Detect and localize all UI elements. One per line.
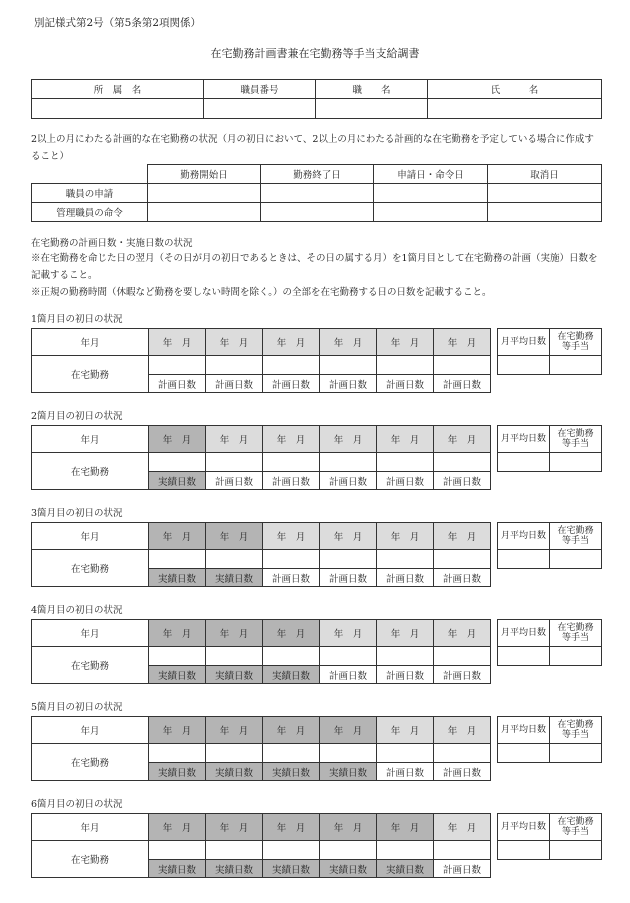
days-input-cell[interactable] <box>434 550 491 569</box>
days-input-cell[interactable] <box>149 453 206 472</box>
month-section-title: 1箇月目の初日の状況 <box>31 314 123 325</box>
actual-days-label: 実績日数 <box>377 860 434 878</box>
days-input-cell[interactable] <box>320 550 377 569</box>
month-cell[interactable]: 年 月 <box>320 620 377 647</box>
month-cell[interactable]: 年 月 <box>206 717 263 744</box>
month-cell[interactable]: 年 月 <box>377 814 434 841</box>
days-input-cell[interactable] <box>263 744 320 763</box>
plan-days-label: 計画日数 <box>320 472 377 490</box>
plan-days-label: 計画日数 <box>263 569 320 587</box>
days-input-cell[interactable] <box>149 647 206 666</box>
form-title: 在宅勤務計画書兼在宅勤務等手当支給調書 <box>210 47 420 60</box>
avg-days-field[interactable] <box>498 744 550 763</box>
telework-label: 在宅勤務 <box>32 647 149 684</box>
month-cell[interactable]: 年 月 <box>320 814 377 841</box>
monthly-average-table <box>497 813 602 860</box>
cell[interactable] <box>261 184 374 203</box>
year-month-label: 年月 <box>32 814 149 841</box>
avg-days-field[interactable] <box>498 841 550 860</box>
month-section-title: 3箇月目の初日の状況 <box>31 508 123 519</box>
plan-days-label: 計画日数 <box>434 472 491 490</box>
telework-label: 在宅勤務 <box>32 841 149 878</box>
plan-intro: 2以上の月にわたる計画的な在宅勤務の状況（月の初日において、2以上の月にわたる計画的な在宅勤務を予定している場合に作成すること） <box>31 134 594 162</box>
month-cell[interactable]: 年 月 <box>149 523 206 550</box>
plan-days-label: 計画日数 <box>377 472 434 490</box>
plan-days-label: 計画日数 <box>320 375 377 393</box>
allowance-field[interactable] <box>550 841 602 860</box>
days-input-cell[interactable] <box>206 841 263 860</box>
year-month-label: 年月 <box>32 620 149 647</box>
plan-days-label: 計画日数 <box>263 375 320 393</box>
month-cell[interactable]: 年 月 <box>206 329 263 356</box>
actual-days-label: 実績日数 <box>263 763 320 781</box>
month-cell[interactable]: 年 月 <box>434 523 491 550</box>
telework-label: 在宅勤務 <box>32 356 149 393</box>
plan-days-label: 計画日数 <box>377 666 434 684</box>
plan-days-label: 計画日数 <box>434 375 491 393</box>
plan-days-label: 計画日数 <box>377 375 434 393</box>
days-input-cell[interactable] <box>434 647 491 666</box>
plan-table <box>31 164 602 222</box>
month-cell[interactable]: 年 月 <box>377 426 434 453</box>
month-cell[interactable]: 年 月 <box>434 717 491 744</box>
avg-days-field[interactable] <box>498 356 550 375</box>
month-cell[interactable]: 年 月 <box>149 717 206 744</box>
allowance-label: 在宅勤務 等手当 <box>550 717 602 744</box>
monthly-average-table <box>497 425 602 472</box>
actual-days-label: 実績日数 <box>149 763 206 781</box>
days-input-cell[interactable] <box>206 744 263 763</box>
year-month-label: 年月 <box>32 329 149 356</box>
days-input-cell[interactable] <box>263 841 320 860</box>
header-name: 氏 名 <box>428 80 602 99</box>
year-month-label: 年月 <box>32 523 149 550</box>
employee-number-field[interactable] <box>204 99 316 119</box>
month-cell[interactable]: 年 月 <box>434 329 491 356</box>
month-cell[interactable]: 年 月 <box>206 620 263 647</box>
month-cell[interactable]: 年 月 <box>263 426 320 453</box>
month-cell[interactable]: 年 月 <box>149 814 206 841</box>
cell[interactable] <box>488 184 602 203</box>
plan-days-label: 計画日数 <box>206 375 263 393</box>
days-input-cell[interactable] <box>149 744 206 763</box>
days-input-cell[interactable] <box>377 453 434 472</box>
days-input-cell[interactable] <box>320 453 377 472</box>
telework-label: 在宅勤務 <box>32 453 149 490</box>
days-input-cell[interactable] <box>206 647 263 666</box>
personnel-table <box>31 79 602 119</box>
header-department: 所 属 名 <box>32 80 204 99</box>
plan-days-label: 計画日数 <box>320 666 377 684</box>
month-cell[interactable]: 年 月 <box>434 620 491 647</box>
cell[interactable] <box>488 203 602 222</box>
month-section-title: 6箇月目の初日の状況 <box>31 799 123 810</box>
avg-days-label: 月平均日数 <box>498 523 550 550</box>
days-note-2: ※正規の勤務時間（休暇など勤務を要しない時間を除く。）の全部を在宅勤務する日の日数を記載すること。 <box>31 287 492 298</box>
allowance-label: 在宅勤務 等手当 <box>550 620 602 647</box>
plan-days-label: 計画日数 <box>434 666 491 684</box>
days-input-cell[interactable] <box>320 744 377 763</box>
plan-days-label: 計画日数 <box>434 763 491 781</box>
plan-header-end: 勤務終了日 <box>261 165 374 184</box>
days-input-cell[interactable] <box>149 550 206 569</box>
department-field[interactable] <box>32 99 204 119</box>
month-cell[interactable]: 年 月 <box>377 329 434 356</box>
month-cell[interactable]: 年 月 <box>263 814 320 841</box>
plan-header-blank <box>32 165 148 184</box>
month-cell[interactable]: 年 月 <box>320 717 377 744</box>
days-input-cell[interactable] <box>263 647 320 666</box>
avg-days-label: 月平均日数 <box>498 426 550 453</box>
actual-days-label: 実績日数 <box>149 472 206 490</box>
month-grid <box>31 619 491 684</box>
avg-days-field[interactable] <box>498 453 550 472</box>
days-input-cell[interactable] <box>377 744 434 763</box>
row-label-manager-order: 管理職員の命令 <box>32 203 148 222</box>
month-cell[interactable]: 年 月 <box>206 814 263 841</box>
monthly-average-table <box>497 619 602 666</box>
monthly-average-table <box>497 328 602 375</box>
actual-days-label: 実績日数 <box>149 666 206 684</box>
month-grid <box>31 425 491 490</box>
plan-days-label: 計画日数 <box>149 375 206 393</box>
avg-days-field[interactable] <box>498 550 550 569</box>
avg-days-label: 月平均日数 <box>498 717 550 744</box>
month-cell[interactable]: 年 月 <box>149 426 206 453</box>
month-cell[interactable]: 年 月 <box>320 329 377 356</box>
row-label-employee-request: 職員の申請 <box>32 184 148 203</box>
days-heading: 在宅勤務の計画日数・実施日数の状況 <box>31 238 193 249</box>
cell[interactable] <box>374 203 488 222</box>
monthly-average-table <box>497 716 602 763</box>
days-input-cell[interactable] <box>377 356 434 375</box>
plan-days-label: 計画日数 <box>320 569 377 587</box>
month-section-title: 5箇月目の初日の状況 <box>31 702 123 713</box>
month-cell[interactable]: 年 月 <box>377 717 434 744</box>
plan-days-label: 計画日数 <box>377 763 434 781</box>
month-cell[interactable]: 年 月 <box>320 523 377 550</box>
plan-days-label: 計画日数 <box>434 569 491 587</box>
month-cell[interactable]: 年 月 <box>263 620 320 647</box>
days-input-cell[interactable] <box>377 841 434 860</box>
month-cell[interactable]: 年 月 <box>263 329 320 356</box>
days-input-cell[interactable] <box>320 356 377 375</box>
actual-days-label: 実績日数 <box>263 860 320 878</box>
allowance-field[interactable] <box>550 647 602 666</box>
header-employee-number: 職員番号 <box>204 80 316 99</box>
actual-days-label: 実績日数 <box>320 763 377 781</box>
month-section-title: 4箇月目の初日の状況 <box>31 605 123 616</box>
days-input-cell[interactable] <box>206 356 263 375</box>
plan-header-start: 勤務開始日 <box>148 165 261 184</box>
allowance-label: 在宅勤務 等手当 <box>550 426 602 453</box>
avg-days-label: 月平均日数 <box>498 620 550 647</box>
plan-days-label: 計画日数 <box>434 860 491 878</box>
days-input-cell[interactable] <box>263 453 320 472</box>
days-note-1: ※在宅勤務を命じた日の翌月（その日が月の初日であるときは、その日の属する月）を1箇月目として在宅勤務の計画（実施）日数を記載すること。 <box>31 253 598 281</box>
days-input-cell[interactable] <box>263 550 320 569</box>
month-cell[interactable]: 年 月 <box>377 523 434 550</box>
allowance-label: 在宅勤務 等手当 <box>550 814 602 841</box>
plan-header-cancel-date: 取消日 <box>488 165 602 184</box>
year-month-label: 年月 <box>32 717 149 744</box>
cell[interactable] <box>148 203 261 222</box>
allowance-label: 在宅勤務 等手当 <box>550 523 602 550</box>
telework-label: 在宅勤務 <box>32 550 149 587</box>
actual-days-label: 実績日数 <box>320 860 377 878</box>
monthly-average-table <box>497 522 602 569</box>
days-input-cell[interactable] <box>149 356 206 375</box>
actual-days-label: 実績日数 <box>149 569 206 587</box>
form-number: 別記様式第2号（第5条第2項関係） <box>34 17 202 29</box>
days-input-cell[interactable] <box>206 550 263 569</box>
month-grid <box>31 813 491 878</box>
month-cell[interactable]: 年 月 <box>206 523 263 550</box>
days-input-cell[interactable] <box>320 647 377 666</box>
year-month-label: 年月 <box>32 426 149 453</box>
month-cell[interactable]: 年 月 <box>149 329 206 356</box>
plan-header-request-date: 申請日・命令日 <box>374 165 488 184</box>
days-input-cell[interactable] <box>434 356 491 375</box>
allowance-label: 在宅勤務 等手当 <box>550 329 602 356</box>
actual-days-label: 実績日数 <box>206 569 263 587</box>
month-cell[interactable]: 年 月 <box>263 523 320 550</box>
days-input-cell[interactable] <box>377 647 434 666</box>
allowance-field[interactable] <box>550 356 602 375</box>
avg-days-label: 月平均日数 <box>498 329 550 356</box>
month-section-title: 2箇月目の初日の状況 <box>31 411 123 422</box>
actual-days-label: 実績日数 <box>206 860 263 878</box>
month-cell[interactable]: 年 月 <box>263 717 320 744</box>
month-cell[interactable]: 年 月 <box>377 620 434 647</box>
month-cell[interactable]: 年 月 <box>320 426 377 453</box>
cell[interactable] <box>261 203 374 222</box>
month-cell[interactable]: 年 月 <box>434 814 491 841</box>
days-input-cell[interactable] <box>320 841 377 860</box>
name-field[interactable] <box>428 99 602 119</box>
allowance-field[interactable] <box>550 744 602 763</box>
month-cell[interactable]: 年 月 <box>206 426 263 453</box>
days-input-cell[interactable] <box>434 453 491 472</box>
plan-days-label: 計画日数 <box>206 472 263 490</box>
days-input-cell[interactable] <box>263 356 320 375</box>
days-input-cell[interactable] <box>149 841 206 860</box>
actual-days-label: 実績日数 <box>206 763 263 781</box>
allowance-field[interactable] <box>550 550 602 569</box>
month-grid <box>31 522 491 587</box>
telework-label: 在宅勤務 <box>32 744 149 781</box>
month-grid <box>31 328 491 393</box>
actual-days-label: 実績日数 <box>149 860 206 878</box>
cell[interactable] <box>148 184 261 203</box>
actual-days-label: 実績日数 <box>263 666 320 684</box>
cell[interactable] <box>374 184 488 203</box>
plan-days-label: 計画日数 <box>377 569 434 587</box>
avg-days-field[interactable] <box>498 647 550 666</box>
header-job-title: 職 名 <box>316 80 428 99</box>
plan-days-label: 計画日数 <box>263 472 320 490</box>
days-input-cell[interactable] <box>434 744 491 763</box>
avg-days-label: 月平均日数 <box>498 814 550 841</box>
month-grid <box>31 716 491 781</box>
days-input-cell[interactable] <box>434 841 491 860</box>
month-cell[interactable]: 年 月 <box>149 620 206 647</box>
days-input-cell[interactable] <box>377 550 434 569</box>
days-input-cell[interactable] <box>206 453 263 472</box>
job-title-field[interactable] <box>316 99 428 119</box>
allowance-field[interactable] <box>550 453 602 472</box>
actual-days-label: 実績日数 <box>206 666 263 684</box>
month-cell[interactable]: 年 月 <box>434 426 491 453</box>
